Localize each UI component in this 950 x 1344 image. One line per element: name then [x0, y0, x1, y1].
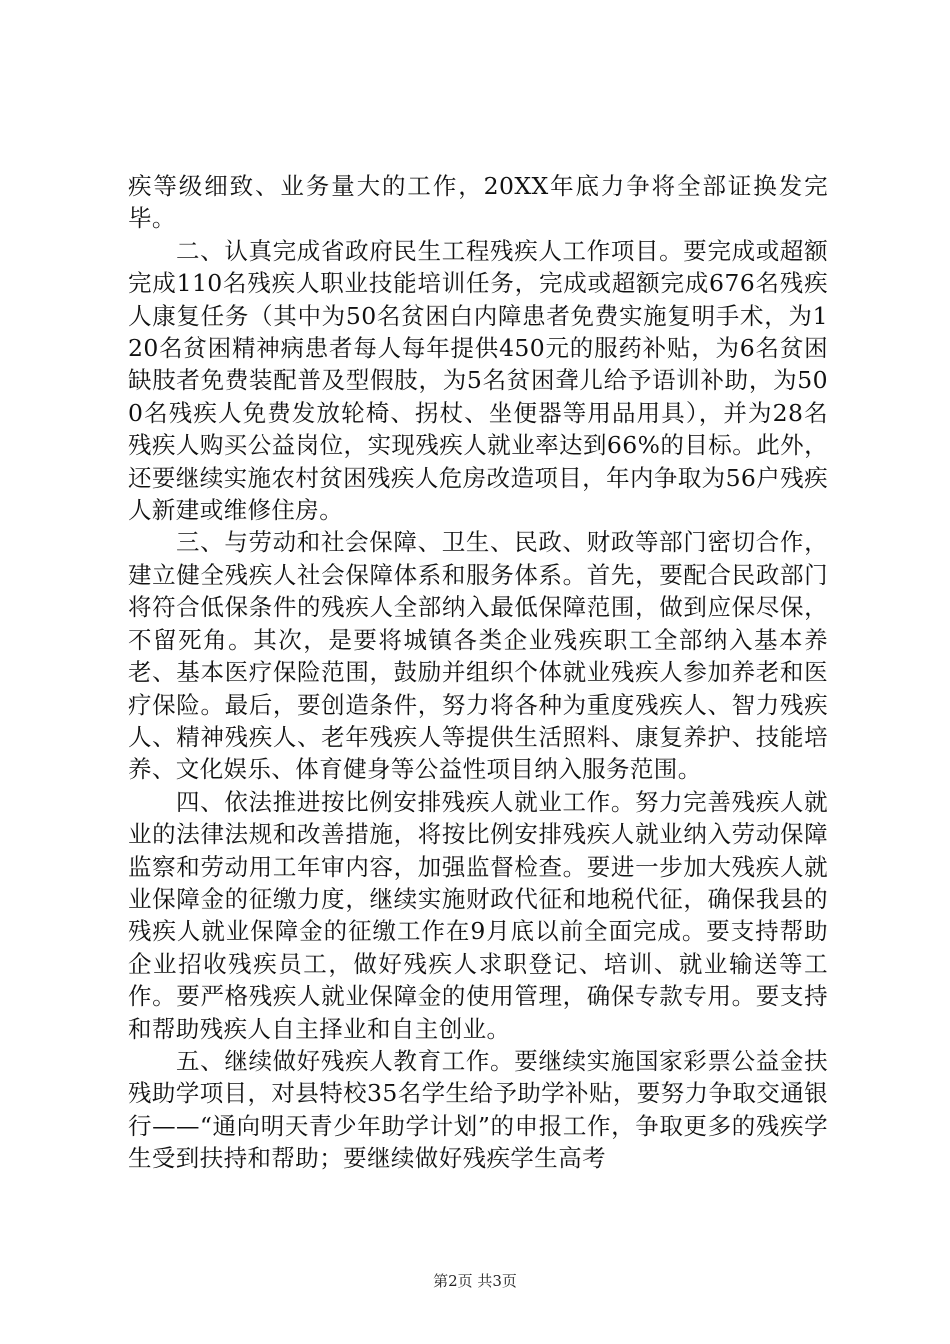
page-number-footer: 第2页 共3页: [433, 1272, 517, 1290]
paragraph-section-2: 二、认真完成省政府民生工程残疾人工作项目。要完成或超额完成110名残疾人职业技能培训任务，完成或超额完成676名残疾人康复任务（其中为50名贫困白内障患者免费实施复明手术，为120名贫困精神病患者每人每年提供450元的服药补贴，为6名贫困缺肢者免费装配普及型假肢，为5名贫困聋儿给予语训补助，为500名残疾人免费发放轮椅、拐杖、坐便器等用品用具），并为28名残疾人购买公益岗位，实现残疾人就业率达到66%的目标。此外，还要继续实施农村贫困残疾人危房改造项目，年内争取为56户残疾人新建或维修住房。: [128, 236, 828, 525]
document-body: [128, 170, 828, 1175]
paragraph-section-4: 四、依法推进按比例安排残疾人就业工作。努力完善残疾人就业的法律法规和改善措施，将按比例安排残疾人就业纳入劳动保障监察和劳动用工年审内容，加强监督检查。要进一步加大残疾人就业保障金的征缴力度，继续实施财政代征和地税代征，确保我县的残疾人就业保障金的征缴工作在9月底以前全面完成。要支持帮助企业招收残疾员工，做好残疾人求职登记、培训、就业输送等工作。要严格残疾人就业保障金的使用管理，确保专款专用。要支持和帮助残疾人自主择业和自主创业。: [128, 787, 828, 1043]
paragraph-section-5: 五、继续做好残疾人教育工作。要继续实施国家彩票公益金扶残助学项目，对县特校35名学生给予助学补贴，要努力争取交通银行——“通向明天青少年助学计划”的申报工作，争取更多的残疾学生受到扶持和帮助；要继续做好残疾学生高考: [128, 1046, 828, 1173]
paragraph-continuation: 疾等级细致、业务量大的工作，20XX年底力争将全部证换发完毕。: [128, 172, 828, 233]
paragraph-section-3: 三、与劳动和社会保障、卫生、民政、财政等部门密切合作，建立健全残疾人社会保障体系和服务体系。首先，要配合民政部门将符合低保条件的残疾人全部纳入最低保障范围，做到应保尽保，不留死角。其次，是要将城镇各类企业残疾职工全部纳入基本养老、基本医疗保险范围，鼓励并组织个体就业残疾人参加养老和医疗保险。最后，要创造条件，努力将各种为重度残疾人、智力残疾人、精神残疾人、老年残疾人等提供生活照料、康复养护、技能培养、文化娱乐、体育健身等公益性项目纳入服务范围。: [128, 528, 828, 784]
